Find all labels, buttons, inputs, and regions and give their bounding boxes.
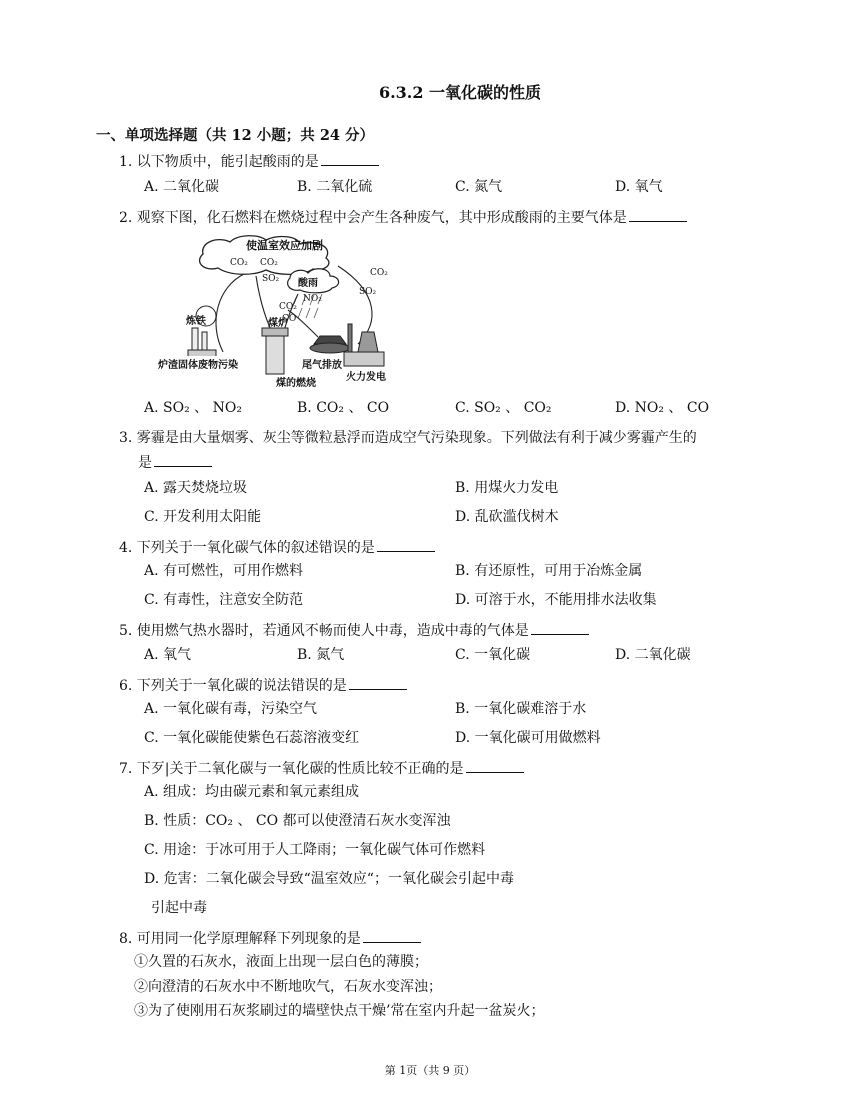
label-power: 火力发电 (346, 372, 386, 383)
gas-label: CO₂ (370, 268, 388, 278)
label-iron: 炼铁 (186, 316, 206, 327)
q2-option-b: B. CO₂ 、 CO (297, 400, 390, 416)
q3-option-d: D. 乱砍滥伐树木 (455, 509, 559, 525)
q7-option-c: C. 用途：于冰可用于人工降雨；一氧化碳气体可作燃料 (144, 842, 486, 858)
q1-option-b: B. 二氧化硫 (297, 179, 373, 195)
q4-option-c: C. 有毒性，注意安全防范 (144, 592, 304, 608)
q6-option-a: A. 一氧化碳有毒，污染空气 (144, 701, 318, 717)
q3-option-b: B. 用煤火力发电 (455, 480, 559, 496)
gas-label: CO₂ (260, 258, 278, 268)
q5-option-c: C. 一氧化碳 (455, 647, 531, 663)
q8-item-1: ①久置的石灰水，液面上出现一层白色的薄膜； (134, 954, 428, 970)
q4-option-b: B. 有还原性，可用于冶炼金属 (455, 563, 643, 579)
label-slag: 炉渣固体废物污染 (158, 356, 238, 371)
gas-label: CO₂ (230, 258, 248, 268)
gas-label: SO₂ (359, 287, 377, 297)
question-4-stem: 4. 下列关于一氧化碳气体的叙述错误的是 (119, 537, 435, 558)
question-2-stem: 2. 观察下图，化石燃料在燃烧过程中会产生各种废气，其中形成酸雨的主要气体是 (119, 207, 687, 228)
q7-option-d: D. 危害：二氧化碳会导致“温室效应“；一氧化碳会引起中毒 (144, 871, 514, 887)
label-coal-burning: 煤的燃烧 (276, 378, 316, 389)
answer-blank (154, 452, 212, 467)
q5-option-d: D. 二氧化碳 (615, 647, 691, 663)
q5-option-b: B. 氮气 (297, 647, 345, 663)
question-3-stem-cont: 是 (138, 452, 212, 473)
answer-blank (349, 675, 407, 690)
q8-item-2: ②向澄清的石灰水中不断地吹气，石灰水变浑浊； (134, 979, 442, 995)
answer-blank (377, 537, 435, 552)
cloud-label-acid-rain: 酸雨 (298, 278, 318, 289)
answer-blank (321, 151, 379, 166)
q8-item-3: ③为了使刚用石灰浆刷过的墙壁快点干燥’常在室内升起一盆炭火； (134, 1003, 545, 1019)
q4-option-a: A. 有可燃性，可用作燃料 (144, 563, 304, 579)
gas-label: SO₂ (262, 274, 280, 284)
question-6-stem: 6. 下列关于一氧化碳的说法错误的是 (119, 675, 407, 696)
q2-option-d: D. NO₂ 、 CO (615, 400, 710, 416)
q5-option-a: A. 氧气 (144, 647, 192, 663)
q1-option-d: D. 氧气 (615, 179, 663, 195)
answer-blank (363, 928, 421, 943)
pollution-diagram (148, 232, 398, 392)
q4-option-d: D. 可溶于水，不能用排水法收集 (455, 592, 657, 608)
cloud-label-greenhouse: 使温室效应加剧 (246, 239, 323, 252)
q6-option-c: C. 一氧化碳能使紫色石蕊溶液变红 (144, 730, 360, 746)
page-footer: 第 1页（共 9 页） (384, 1064, 476, 1077)
q1-option-c: C. 氮气 (455, 179, 503, 195)
q7-option-a: A. 组成：均由碳元素和氧元素组成 (144, 784, 360, 800)
question-8-stem: 8. 可用同一化学原理解释下列现象的是 (119, 928, 421, 949)
q3-option-a: A. 露天焚烧垃圾 (144, 480, 248, 496)
gas-label: CO₂ (279, 302, 297, 312)
q3-option-c: C. 开发利用太阳能 (144, 509, 262, 525)
page-title: 6.3.2 一氧化碳的性质 (378, 83, 542, 102)
question-3-stem: 3. 雾霾是由大量烟雾、灰尘等微粒悬浮而造成空气污染现象。下列做法有利于减少雾霾产生的 (119, 430, 697, 446)
answer-blank (629, 207, 687, 222)
q1-option-a: A. 二氧化碳 (144, 179, 220, 195)
q6-option-d: D. 一氧化碳可用做燃料 (455, 730, 601, 746)
question-1-stem: 1. 以下物质中，能引起酸雨的是 (119, 151, 379, 172)
question-5-stem: 5. 使用燃气热水器时，若通风不畅而使人中毒，造成中毒的气体是 (119, 620, 589, 641)
section-heading: 一、单项选择题（共 12 小题；共 24 分） (96, 127, 375, 144)
answer-blank (531, 620, 589, 635)
answer-blank (466, 758, 524, 773)
q6-option-b: B. 一氧化碳难溶于水 (455, 701, 587, 717)
gas-label: NO₂ (303, 294, 322, 304)
q2-option-c: C. SO₂ 、 CO₂ (455, 400, 552, 416)
label-exhaust: 尾气排放 (302, 360, 342, 371)
q2-option-a: A. SO₂ 、 NO₂ (144, 400, 242, 416)
question-7-stem: 7. 下歹|关于二氧化碳与一氧化碳的性质比较不正确的是 (119, 758, 524, 779)
gas-label: CO (282, 314, 297, 324)
label-stove: 煤炉 (268, 318, 288, 329)
q7-option-b: B. 性质：CO₂ 、 CO 都可以使澄清石灰水变浑浊 (144, 813, 451, 829)
q7-extra-line: 引起中毒 (151, 900, 207, 916)
